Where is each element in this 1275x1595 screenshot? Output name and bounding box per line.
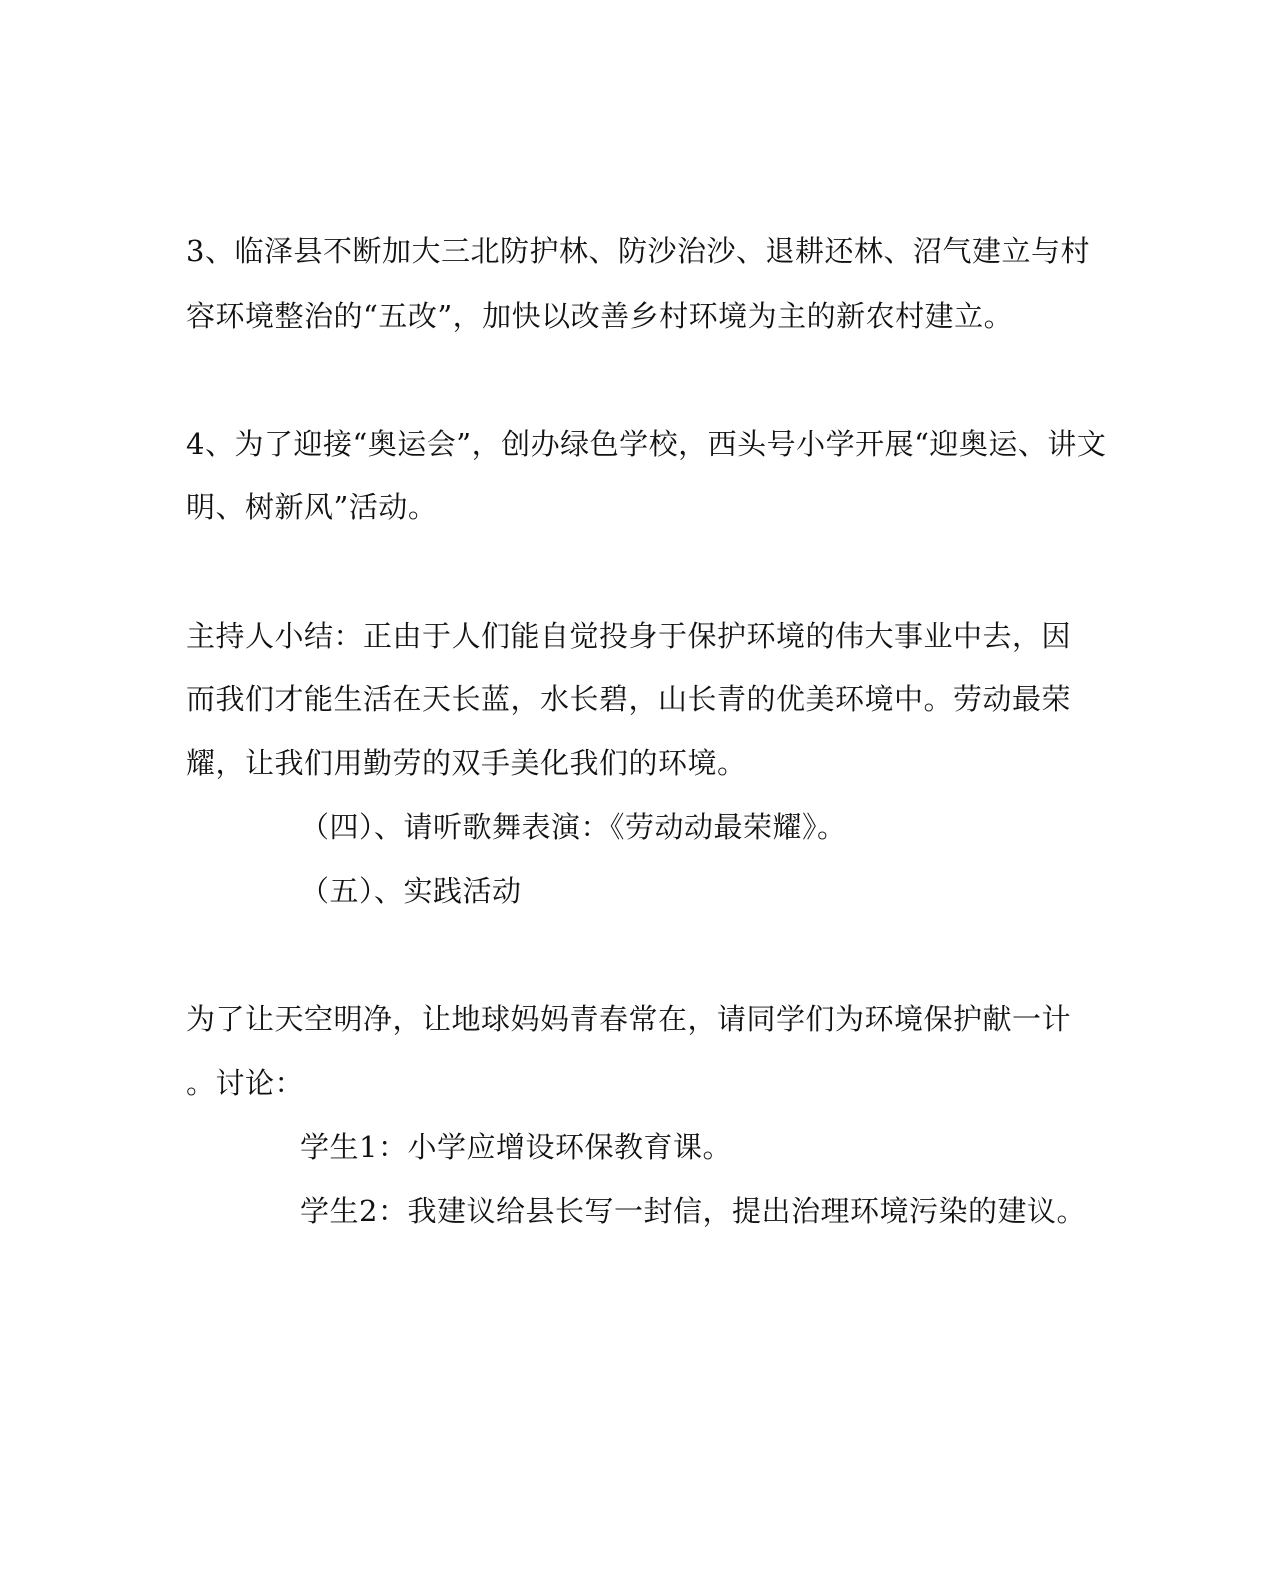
paragraph-item3-line2: 容环境整治的“五改”，加快以改善乡村环境为主的新农村建立。 [186, 299, 1014, 333]
paragraph-item3-line1: 3、临泽县不断加大三北防护林、防沙治沙、退耕还林、沼气建立与村 [186, 234, 1090, 268]
summary-line2: 而我们才能生活在天长蓝，水长碧，山长青的优美环境中。劳动最荣 [186, 682, 1072, 716]
student2-line: 学生2：我建议给县长写一封信，提出治理环境污染的建议。 [300, 1194, 1086, 1228]
student1-line: 学生1：小学应增设环保教育课。 [300, 1130, 732, 1164]
section-five-heading: （五）、实践活动 [300, 874, 522, 908]
paragraph-item4-line2: 明、树新风”活动。 [186, 490, 438, 524]
discussion-line2: 。讨论： [186, 1066, 305, 1100]
paragraph-item4-line1: 4、为了迎接“奥运会”，创办绿色学校，西头号小学开展“迎奥运、讲文 [186, 427, 1107, 461]
summary-line1: 主持人小结：正由于人们能自觉投身于保护环境的伟大事业中去，因 [186, 619, 1072, 653]
section-four-heading: （四）、请听歌舞表演：《劳动动最荣耀》。 [300, 810, 847, 844]
discussion-line1: 为了让天空明净，让地球妈妈青春常在，请同学们为环境保护献一计 [186, 1002, 1072, 1036]
summary-line3: 耀，让我们用勤劳的双手美化我们的环境。 [186, 746, 747, 780]
